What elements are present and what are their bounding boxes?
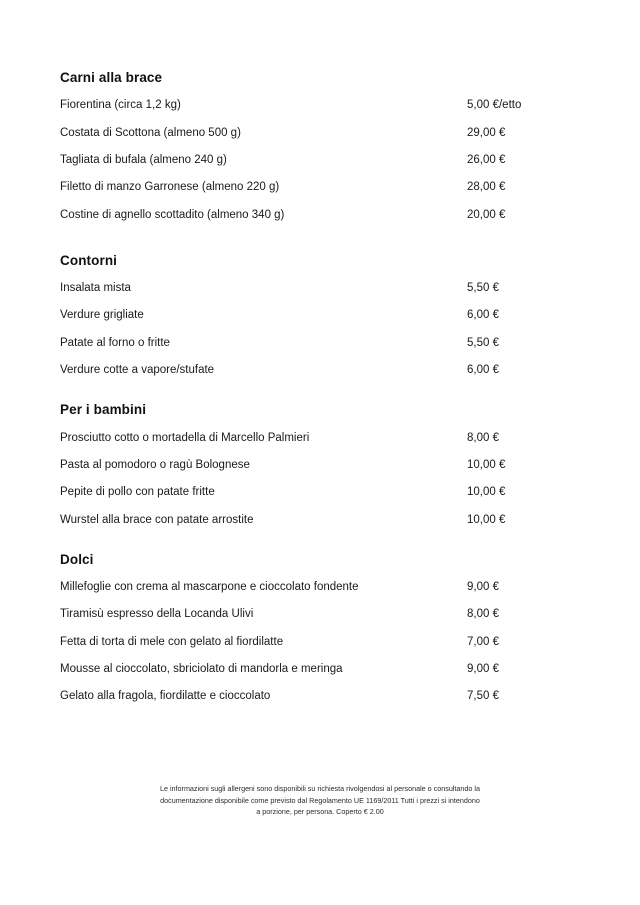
menu-item — [60, 98, 563, 113]
menu-item-name: Fetta di torta di mele con gelato al fiordilatte — [60, 635, 284, 648]
menu-item — [60, 662, 563, 677]
menu-item-name: Pasta al pomodoro o ragù Bolognese — [60, 458, 250, 471]
menu-item-name: Insalata mista — [60, 282, 131, 295]
menu-item-price: 28,00 € — [467, 181, 506, 194]
menu-item-name: Costine di agnello scottadito (almeno 340 g) — [60, 208, 285, 221]
menu-section-per-i-bambini — [60, 402, 563, 527]
menu-item-price: 26,00 € — [467, 153, 506, 166]
menu-item-name: Tiramisù espresso della Locanda Ulivi — [60, 608, 254, 621]
menu-item — [60, 363, 563, 378]
menu-section-carni-alla-brace — [60, 70, 563, 222]
menu-item-name: Prosciutto cotto o mortadella di Marcello Palmieri — [60, 431, 310, 444]
menu-item — [60, 208, 563, 223]
menu-item-price: 10,00 € — [467, 486, 506, 499]
menu-item-price: 6,00 € — [467, 309, 499, 322]
menu-item — [60, 485, 563, 500]
menu-item-name: Fiorentina (circa 1,2 kg) — [60, 99, 181, 112]
menu-item-price: 5,50 € — [467, 282, 499, 295]
menu-content — [60, 70, 563, 717]
menu-item-name: Verdure grigliate — [60, 309, 144, 322]
menu-item-name: Patate al forno o fritte — [60, 336, 170, 349]
menu-item-price: 8,00 € — [467, 608, 499, 621]
menu-item-price: 10,00 € — [467, 458, 506, 471]
menu-item-price: 29,00 € — [467, 126, 506, 139]
menu-item-name: Wurstel alla brace con patate arrostite — [60, 513, 254, 526]
menu-item-price: 7,50 € — [467, 690, 499, 703]
menu-item-list — [60, 98, 563, 222]
menu-item — [60, 580, 563, 595]
menu-item-name: Costata di Scottona (almeno 500 g) — [60, 126, 241, 139]
section-title: Contorni — [60, 252, 118, 268]
section-spacer — [60, 540, 563, 552]
footer-line-3: a porzione, per persona. Coperto € 2.00 — [256, 807, 384, 817]
menu-footer-note — [0, 783, 640, 818]
menu-item-name: Mousse al cioccolato, sbriciolato di mandorla e meringa — [60, 663, 343, 675]
menu-item-price: 5,00 €/etto — [467, 99, 522, 112]
menu-item — [60, 336, 563, 351]
menu-item — [60, 180, 563, 195]
menu-item — [60, 281, 563, 296]
menu-item-price: 5,50 € — [467, 336, 499, 349]
menu-item-name: Tagliata di bufala (almeno 240 g) — [60, 153, 227, 166]
menu-item-list — [60, 580, 563, 704]
menu-item-price: 7,00 € — [467, 635, 499, 648]
menu-item — [60, 153, 563, 168]
menu-item-name: Filetto di manzo Garronese (almeno 220 g) — [60, 181, 280, 194]
menu-item-price: 6,00 € — [467, 364, 499, 376]
footer-line-1: Le informazioni sugli allergeni sono disponibili su richiesta rivolgendosi al personale o consultando la — [159, 784, 481, 793]
section-title: Dolci — [60, 551, 94, 567]
menu-item-price: 9,00 € — [467, 581, 499, 594]
menu-item — [60, 635, 563, 650]
menu-item-name: Pepite di pollo con patate fritte — [60, 486, 215, 499]
menu-item-price: 20,00 € — [467, 208, 506, 221]
menu-item — [60, 513, 563, 528]
menu-item-price: 10,00 € — [467, 513, 506, 526]
menu-item — [60, 431, 563, 446]
menu-item-list — [60, 431, 563, 528]
menu-item-name: Verdure cotte a vapore/stufate — [60, 364, 215, 376]
menu-item-name: Millefoglie con crema al mascarpone e cioccolato fondente — [60, 581, 359, 594]
footer-line-2: documentazione disponibile come previsto dal Regolamento UE 1169/2011 Tutti i prezzi si intendono — [160, 795, 480, 805]
menu-item-list — [60, 281, 563, 378]
section-spacer — [60, 390, 563, 402]
menu-section-contorni — [60, 253, 563, 378]
section-title: Per i bambini — [60, 402, 147, 418]
menu-item — [60, 689, 563, 704]
menu-section-dolci — [60, 552, 563, 704]
menu-item-name: Gelato alla fragola, fiordilatte e cioccolato — [60, 690, 271, 703]
menu-item — [60, 607, 563, 622]
menu-item-price: 8,00 € — [467, 431, 499, 444]
menu-item — [60, 126, 563, 141]
section-title: Carni alla brace — [60, 70, 163, 85]
menu-item — [60, 458, 563, 473]
menu-item-price: 9,00 € — [467, 663, 499, 675]
section-spacer — [60, 235, 563, 253]
menu-item — [60, 308, 563, 323]
